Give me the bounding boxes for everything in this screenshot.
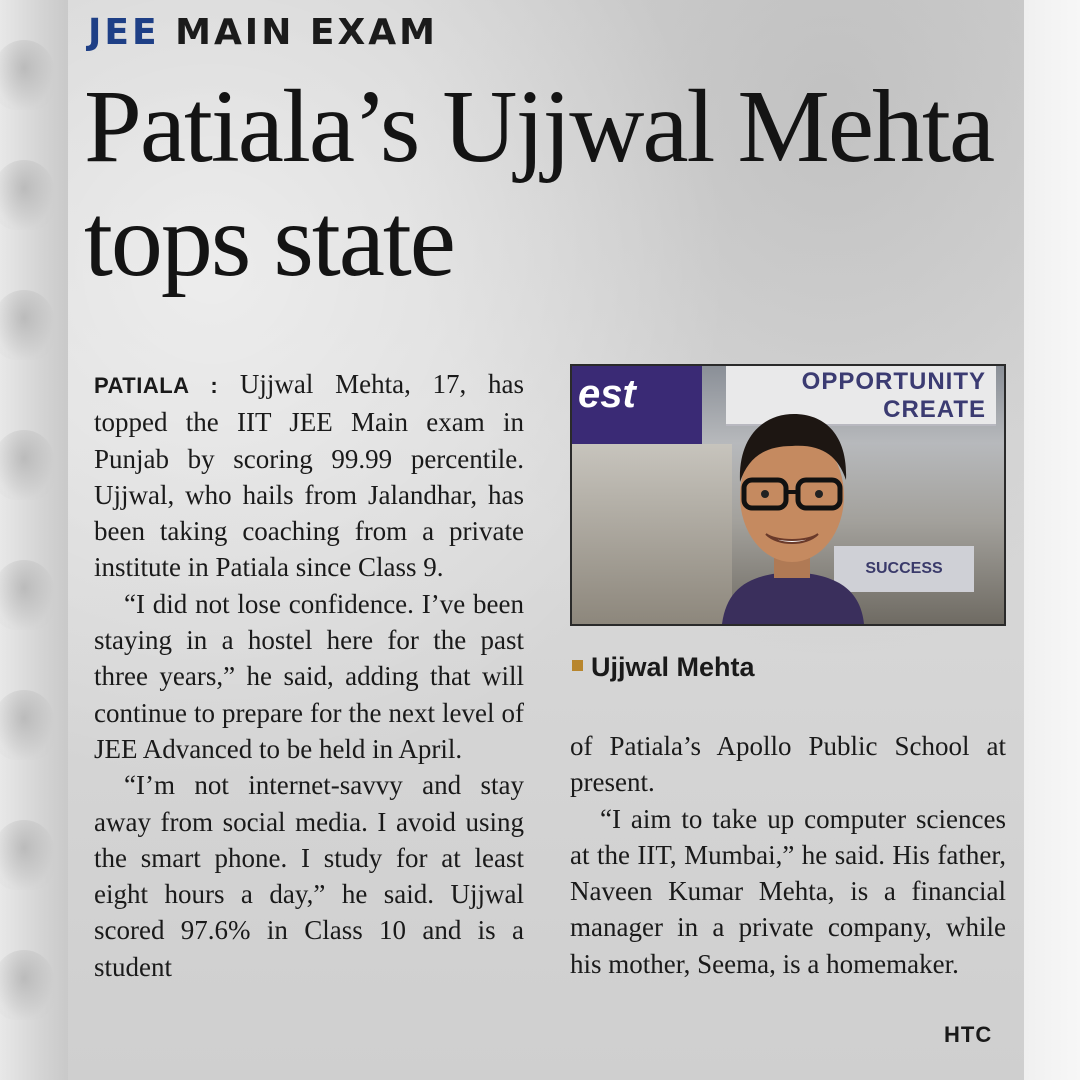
article-column-right (570, 728, 1006, 982)
kicker-highlight: JEE (88, 12, 160, 53)
student-portrait (712, 396, 872, 624)
headline: Patiala’s Ujjwal Mehta tops state (84, 69, 994, 298)
photo-caption (572, 652, 755, 683)
background-photo-strip (0, 0, 68, 1080)
article-column-left (94, 366, 524, 985)
article-paragraph: “I’m not internet-savvy and stay away from social media. I avoid using the smart phone. I study for at least eight hours a day,” he said. Ujjwal scored 97.6% in Class 10 and is a student (94, 770, 524, 982)
byline-credit: HTC (944, 1022, 993, 1047)
photo-background (572, 444, 732, 624)
article-paragraph (94, 366, 524, 586)
background-margin (1024, 0, 1080, 1080)
newspaper-clipping (68, 0, 1024, 1080)
student-photo (570, 364, 1006, 626)
article-paragraph: “I aim to take up computer sciences at the IIT, Mumbai,” he said. His father, Naveen Kumar Mehta, is a financial manager in a private company, while his mother, Seema, is a homemaker. (570, 803, 1006, 979)
caption-text: Ujjwal Mehta (591, 652, 755, 682)
article-paragraph: “I did not lose confidence. I’ve been staying in a hostel here for the past three years,” he said, adding that will continue to prepare for the next level of JEE Advanced to be held in April. (94, 588, 524, 764)
sign-line-2: CREATE (883, 396, 986, 423)
photo-panel-text: SUCCESS (834, 546, 974, 592)
section-kicker (88, 12, 438, 53)
kicker-text: MAIN EXAM (175, 12, 438, 53)
photo-banner-text: est (572, 366, 702, 444)
article-paragraph: of Patiala’s Apollo Public School at present. (570, 731, 1006, 798)
dateline: PATIALA : (94, 373, 219, 398)
paragraph-text: Ujjwal Mehta, 17, has topped the IIT JEE Main exam in Punjab by scoring 99.99 percentile. Ujjwal, who hails from Jalandhar, has been taking coaching from a private institute in Patiala since Class 9. (94, 369, 525, 583)
caption-bullet-icon (572, 660, 583, 671)
sign-line-1: OPPORTUNITY (801, 368, 986, 395)
